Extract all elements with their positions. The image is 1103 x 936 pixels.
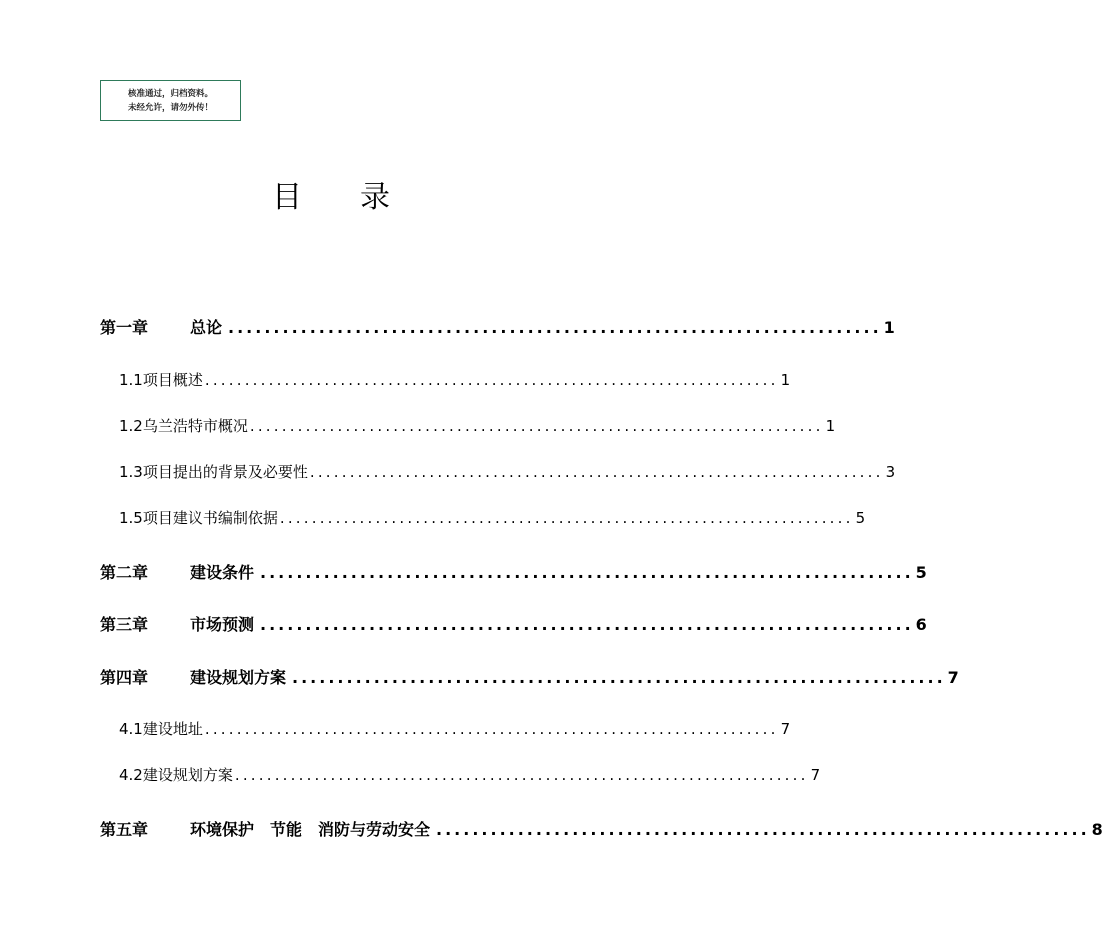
leader-dots: ........................................................................ [260,615,914,634]
stamp-line-2: 未经允许，请勿外传！ [127,102,213,113]
leader-dots: ........................................................................ [292,668,946,687]
leader-dots: ........................................................................ [260,563,914,582]
page-number: 5 [915,563,927,582]
toc-chapter-5[interactable] [100,817,1103,840]
leader-dots: ........................................................................ [204,371,779,389]
chapter-number: 第四章 [100,668,149,687]
chapter-title: 总论 [190,318,223,337]
toc-section-1-3[interactable] [119,461,896,482]
page-number: 7 [780,720,791,738]
section-title: 1.3项目提出的背景及必要性 [119,463,308,481]
section-title: 4.2建设规划方案 [119,766,233,784]
page-number: 7 [947,668,959,687]
chapter-title: 建设条件 [190,563,255,582]
page-number: 8 [1091,820,1103,839]
chapter-number: 第一章 [100,318,149,337]
section-title: 1.5项目建议书编制依据 [119,509,278,527]
chapter-number: 第二章 [100,563,149,582]
chapter-title: 环境保护 节能 消防与劳动安全 [190,820,431,839]
leader-dots: ........................................................................ [249,417,824,435]
toc-section-4-1[interactable] [119,718,791,739]
section-title: 1.2乌兰浩特市概况 [119,417,248,435]
toc-section-1-5[interactable] [119,507,866,528]
leader-dots: ........................................................................ [279,509,854,527]
stamp-line-1: 核准通过，归档资料。 [127,88,213,99]
leader-dots: ........................................................................ [309,463,884,481]
toc-chapter-2[interactable] [100,560,927,583]
chapter-title: 市场预测 [190,615,255,634]
toc-section-1-1[interactable] [119,369,791,390]
toc-section-4-2[interactable] [119,764,821,785]
toc-section-1-2[interactable] [119,415,836,436]
leader-dots: ........................................................................ [228,318,882,337]
leader-dots: ........................................................................ [204,720,779,738]
page-number: 3 [885,463,896,481]
page-number: 1 [825,417,836,435]
leader-dots: ........................................................................ [436,820,1090,839]
toc-chapter-3[interactable] [100,612,927,635]
page-title: 目录 [272,180,448,215]
chapter-number: 第三章 [100,615,149,634]
page-number: 1 [780,371,791,389]
page-number: 5 [855,509,866,527]
page-number: 1 [883,318,895,337]
page-number: 7 [810,766,821,784]
confidential-stamp [100,80,241,121]
page-number: 6 [915,615,927,634]
section-title: 1.1项目概述 [119,371,203,389]
chapter-title: 建设规划方案 [190,668,287,687]
leader-dots: ........................................................................ [234,766,809,784]
toc-chapter-1[interactable] [100,315,895,338]
section-title: 4.1建设地址 [119,720,203,738]
toc-chapter-4[interactable] [100,665,959,688]
chapter-number: 第五章 [100,820,149,839]
